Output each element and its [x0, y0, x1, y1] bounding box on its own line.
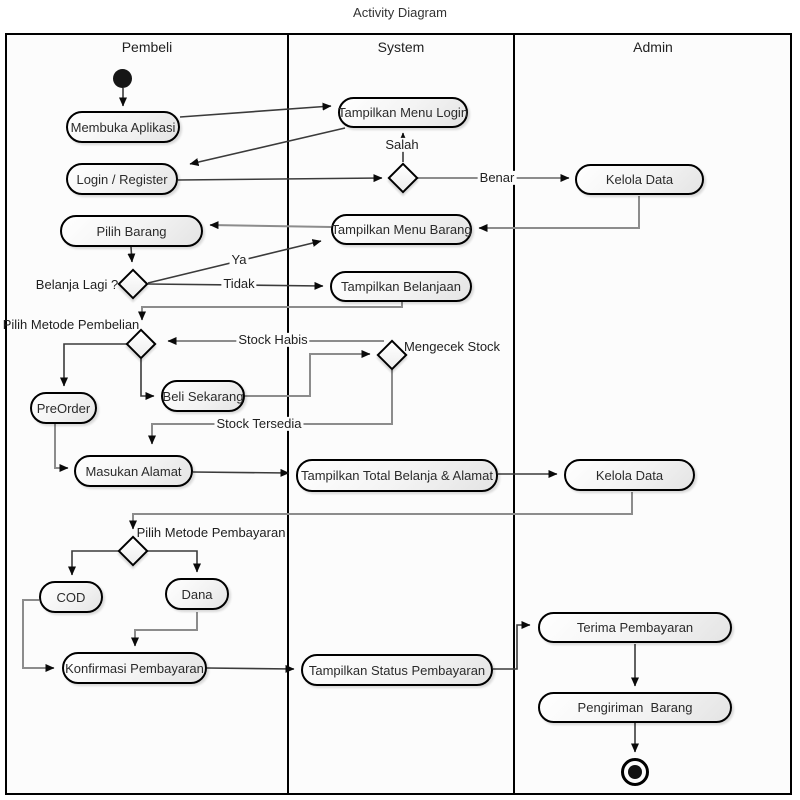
label-mengecek-stock: Mengecek Stock	[403, 338, 501, 354]
edge-label-salah: Salah	[385, 136, 419, 152]
edge-label-stock-tersedia: Stock Tersedia	[216, 415, 302, 431]
page-title: Activity Diagram	[353, 5, 447, 20]
edge-label-ya: Ya	[231, 251, 247, 267]
activity-tampilkan-menu-barang: Tampilkan Menu Barang	[331, 214, 472, 245]
label-pilih-metode-pembelian: Pilih Metode Pembelian	[2, 316, 140, 332]
edge-label-benar: Benar	[479, 169, 515, 185]
activity-dana: Dana	[165, 578, 229, 610]
activity-tampilkan-menu-login: Tampilkan Menu Login	[338, 97, 468, 128]
start-node	[113, 69, 132, 88]
activity-membuka-aplikasi: Membuka Aplikasi	[66, 111, 180, 143]
lane-header-pembeli: Pembeli	[121, 39, 173, 55]
activity-pilih-barang: Pilih Barang	[60, 215, 203, 247]
lane-header-admin: Admin	[633, 39, 673, 55]
activity-tampilkan-status-pembayaran: Tampilkan Status Pembayaran	[301, 654, 493, 686]
activity-cod: COD	[39, 581, 103, 613]
end-node	[621, 758, 649, 786]
edge-label-stock-habis: Stock Habis	[238, 331, 308, 347]
end-node-dot	[628, 765, 642, 779]
activity-tampilkan-total-belanja-alamat: Tampilkan Total Belanja & Alamat	[296, 459, 498, 492]
activity-kelola-data-1: Kelola Data	[575, 164, 704, 195]
activity-masukan-alamat: Masukan Alamat	[74, 455, 193, 487]
lane-divider-pembeli-system	[287, 33, 289, 795]
activity-login-register: Login / Register	[66, 163, 178, 195]
activity-pengiriman-barang: Pengiriman Barang	[538, 692, 732, 723]
activity-konfirmasi-pembayaran: Konfirmasi Pembayaran	[62, 652, 207, 684]
label-belanja-lagi: Belanja Lagi ?	[35, 276, 119, 292]
activity-terima-pembayaran: Terima Pembayaran	[538, 612, 732, 643]
activity-preorder: PreOrder	[30, 392, 97, 424]
edge-label-tidak: Tidak	[223, 275, 255, 291]
activity-tampilkan-belanjaan: Tampilkan Belanjaan	[330, 271, 472, 302]
activity-beli-sekarang: Beli Sekarang	[161, 380, 245, 412]
label-pilih-metode-pembayaran: Pilih Metode Pembayaran	[136, 524, 286, 540]
activity-kelola-data-2: Kelola Data	[564, 459, 695, 491]
lane-divider-system-admin	[513, 33, 515, 795]
lane-header-system: System	[377, 39, 425, 55]
